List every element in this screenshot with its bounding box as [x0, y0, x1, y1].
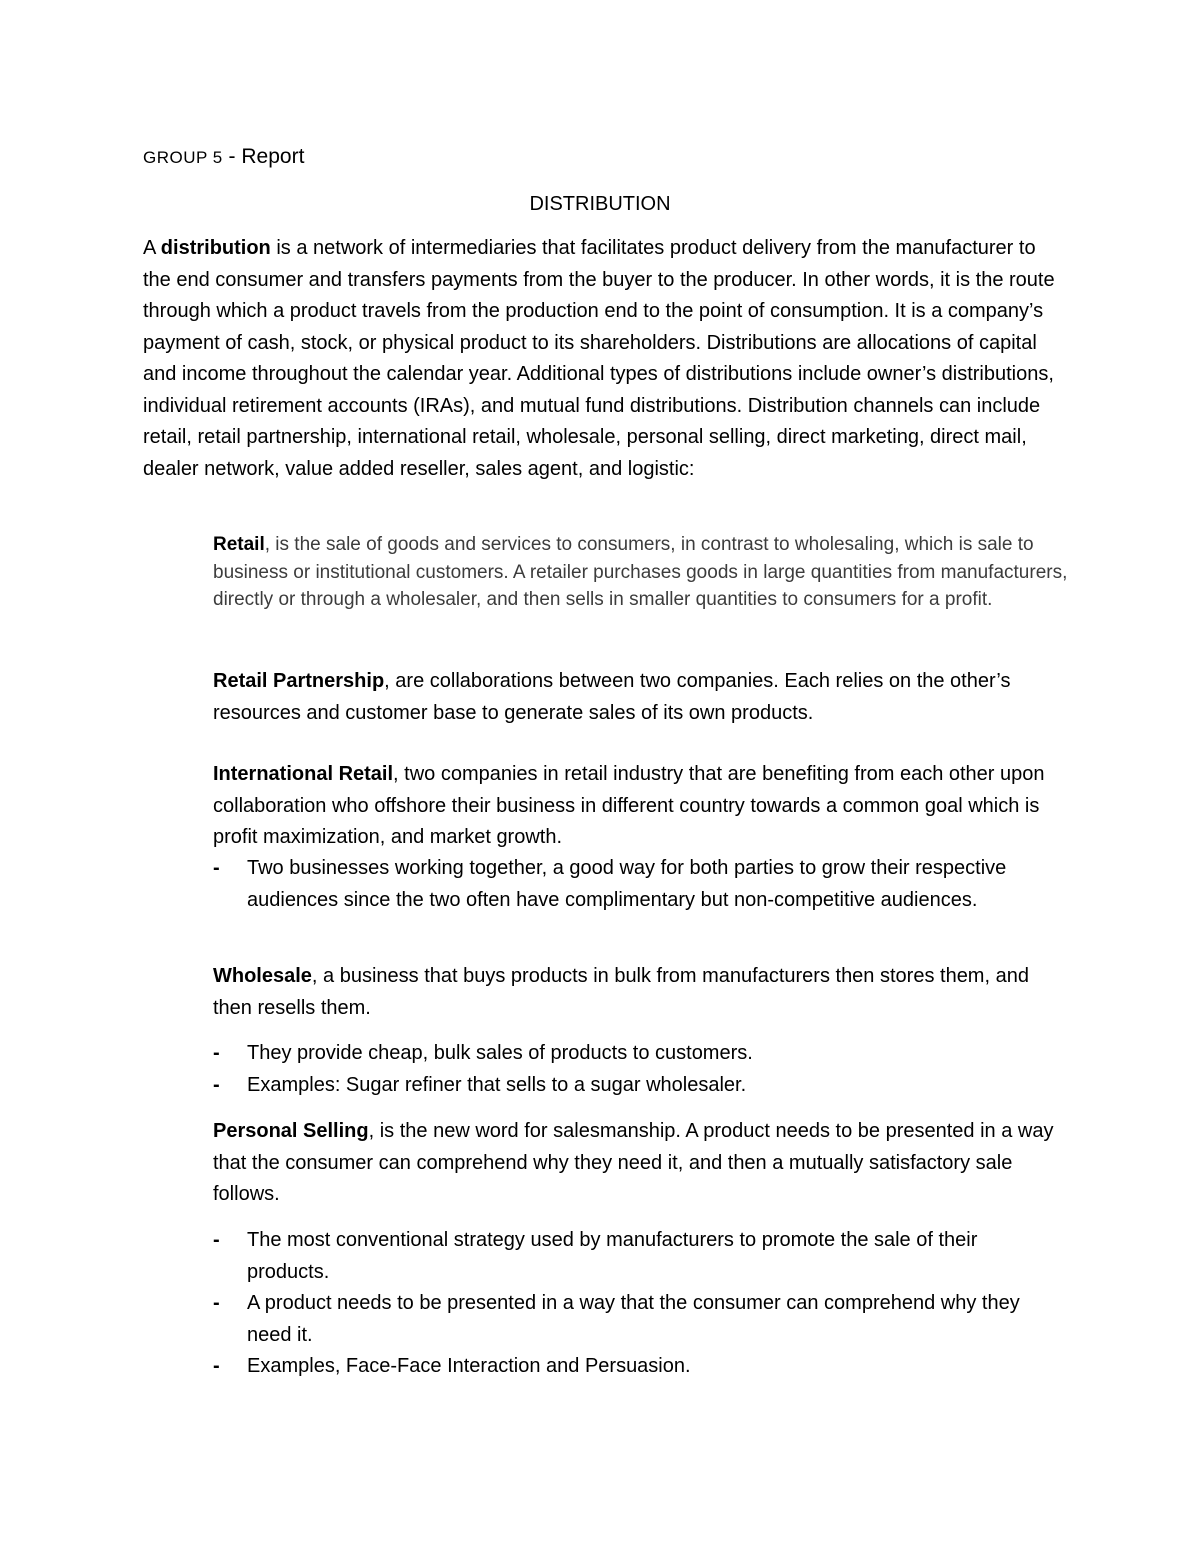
page-title: DISTRIBUTION [529, 193, 671, 215]
retail-term: Retail [213, 534, 265, 555]
wholesale-term: Wholesale [213, 965, 312, 987]
international-retail-term: International Retail [213, 763, 394, 785]
international-retail-body: , two companies in retail industry that are benefiting from each other upon collaboration who offshore their business in different country towards a common goal which is profit maximization, and market growth. [213, 763, 1045, 848]
intro-term: distribution [160, 237, 271, 259]
document-header [143, 143, 304, 172]
retail-partnership-paragraph [213, 666, 1063, 729]
intro-body: is a network of intermediaries that facilitates product delivery from the manufacturer to the end consumer and transfers payments from the buyer to the producer. In other words, it is the route through which a product travels from the production end to the point of consumption. It is a company’s payment of cash, stock, or physical product to its shareholders. Distributions are allocations of capital and income throughout the calendar year. Additional types of distributions include owner’s distributions, individual retirement accounts (IRAs), and mutual fund distributions. Distribution channels can include retail, retail partnership, international retail, wholesale, personal selling, direct marketing, direct mail, dealer network, value added reseller, sales agent, and logistic: [143, 237, 1055, 480]
intro-lead: A [143, 237, 161, 259]
report-label: Report [241, 145, 305, 168]
retail-partnership-body: , are collaborations between two companies. Each relies on the other’s resources and customer base to generate sales of its own products. [213, 670, 1011, 724]
list-item: - They provide cheap, bulk sales of products to customers. [213, 1038, 1063, 1070]
personal-selling-paragraph [213, 1116, 1063, 1211]
wholesale-paragraph [213, 961, 1063, 1024]
wholesale-bullets [213, 1038, 1063, 1101]
list-item: - The most conventional strategy used by manufacturers to promote the sale of their products. [213, 1225, 1063, 1288]
international-retail-paragraph [213, 759, 1063, 854]
personal-selling-body: , is the new word for salesmanship. A product needs to be presented in a way that the consumer can comprehend why they need it, and then a mutually satisfactory sale follows. [213, 1120, 1054, 1205]
list-item: - Examples: Sugar refiner that sells to a sugar wholesaler. [213, 1070, 1063, 1102]
group-label: GROUP 5 [143, 148, 223, 167]
international-retail-bullets [213, 853, 1063, 916]
retail-partnership-term: Retail Partnership [213, 670, 385, 692]
list-item: - A product needs to be presented in a way that the consumer can comprehend why they need it. [213, 1288, 1063, 1351]
list-item: - Two businesses working together, a good way for both parties to grow their respective audiences since the two often have complimentary but non-competitive audiences. [213, 853, 1063, 916]
list-item: - Examples, Face-Face Interaction and Persuasion. [213, 1351, 1063, 1383]
header-separator: - [222, 145, 242, 168]
intro-paragraph [143, 233, 1063, 485]
wholesale-body: , a business that buys products in bulk from manufacturers then stores them, and then resells them. [213, 965, 1029, 1019]
retail-paragraph [213, 531, 1073, 614]
personal-selling-term: Personal Selling [213, 1120, 369, 1142]
personal-selling-bullets [213, 1225, 1063, 1383]
retail-body: , is the sale of goods and services to consumers, in contrast to wholesaling, which is sale to business or institutional customers. A retailer purchases goods in large quantities from manufacturers, directly or through a wholesaler, and then sells in smaller quantities to consumers for a profit. [213, 534, 1068, 610]
